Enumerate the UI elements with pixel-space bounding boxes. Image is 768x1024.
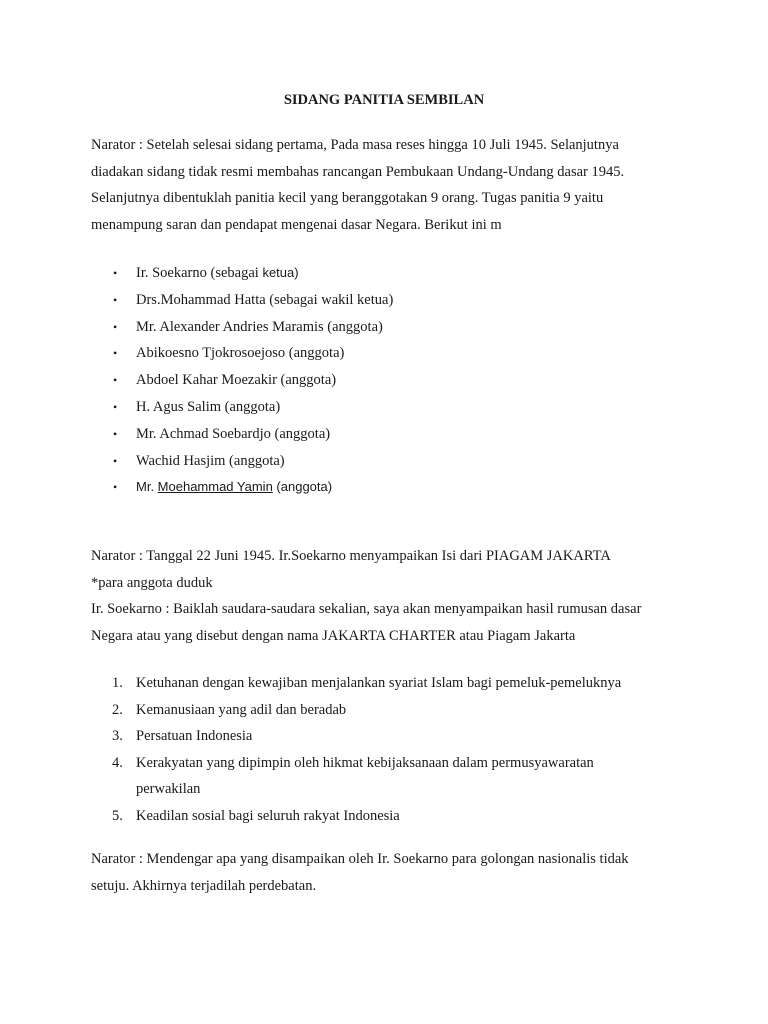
section2-line: Negara atau yang disebut dengan nama JAKARTA CHARTER atau Piagam Jakarta (91, 628, 576, 645)
list-number: 1. (112, 675, 123, 691)
member-item: • Mr. Moehammad Yamin (anggota) (91, 474, 393, 501)
list-number: 5. (112, 807, 123, 824)
member-item: • Drs.Mohammad Hatta (sebagai wakil ketua) (91, 287, 393, 314)
bullet-icon: • (113, 453, 118, 468)
list-number: 3. (112, 728, 123, 745)
intro-line: Selanjutnya dibentuklah panitia kecil yang beranggotakan 9 orang. Tugas panitia 9 yaitu (91, 190, 604, 207)
bullet-icon: • (113, 373, 118, 388)
principle-item: 1. Ketuhanan dengan kewajiban menjalankan syariat Islam bagi pemeluk-pemeluknya (91, 670, 621, 697)
closing-line: Narator : Mendengar apa yang disampaikan oleh Ir. Soekarno para golongan nasionalis tidak (91, 851, 629, 867)
section2-line: Narator : Tanggal 22 Juni 1945. Ir.Soekarno menyampaikan Isi dari PIAGAM JAKARTA (91, 548, 611, 564)
member-item: • Ir. Soekarno (sebagai ketua) (91, 260, 393, 287)
bullet-icon: • (113, 319, 118, 334)
bullet-icon: • (113, 426, 118, 441)
list-number: 4. (112, 754, 123, 771)
closing-line: setuju. Akhirnya terjadilah perdebatan. (91, 877, 317, 894)
bullet-icon: • (113, 480, 118, 495)
closing-paragraph (91, 846, 691, 899)
member-item: • Abdoel Kahar Moezakir (anggota) (91, 367, 393, 394)
bullet-icon: • (113, 292, 118, 307)
principle-item: 2. Kemanusiaan yang adil dan beradab (91, 697, 621, 724)
bullet-icon: • (113, 346, 118, 361)
principle-item: 4. Kerakyatan yang dipimpin oleh hikmat kebijaksanaan dalam permusyawaratan perwakilan (91, 750, 621, 803)
intro-line: Narator : Setelah selesai sidang pertama, Pada masa reses hingga 10 Juli 1945. Selanjutnya (91, 137, 619, 153)
section2-line: Ir. Soekarno : Baiklah saudara-saudara sekalian, saya akan menyampaikan hasil rumusan dasar (91, 601, 642, 618)
member-item: • Abikoesno Tjokrosoejoso (anggota) (91, 340, 393, 367)
bullet-icon: • (113, 399, 118, 414)
member-item: • Wachid Hasjim (anggota) (91, 448, 393, 475)
intro-line: menampung saran dan pendapat mengenai dasar Negara. Berikut ini m (91, 217, 502, 234)
document-title: SIDANG PANITIA SEMBILAN (283, 92, 485, 108)
intro-paragraph (91, 132, 691, 239)
bullet-icon: • (113, 266, 118, 280)
member-role: ketua (262, 265, 295, 280)
section2-line: *para anggota duduk (91, 574, 213, 591)
principle-item: 5. Keadilan sosial bagi seluruh rakyat Indonesia (91, 803, 621, 830)
member-item: • Mr. Alexander Andries Maramis (anggota) (91, 314, 393, 341)
intro-line: diadakan sidang tidak resmi membahas rancangan Pembukaan Undang-Undang dasar 1945. (91, 163, 625, 180)
list-number: 2. (112, 701, 123, 718)
member-item: • H. Agus Salim (anggota) (91, 394, 393, 421)
members-list (91, 260, 393, 501)
section2-paragraph (91, 543, 691, 650)
principle-item: 3. Persatuan Indonesia (91, 723, 621, 750)
principles-list (91, 670, 621, 830)
member-name-underlined: Moehammad Yamin (157, 479, 273, 495)
member-item: • Mr. Achmad Soebardjo (anggota) (91, 421, 393, 448)
